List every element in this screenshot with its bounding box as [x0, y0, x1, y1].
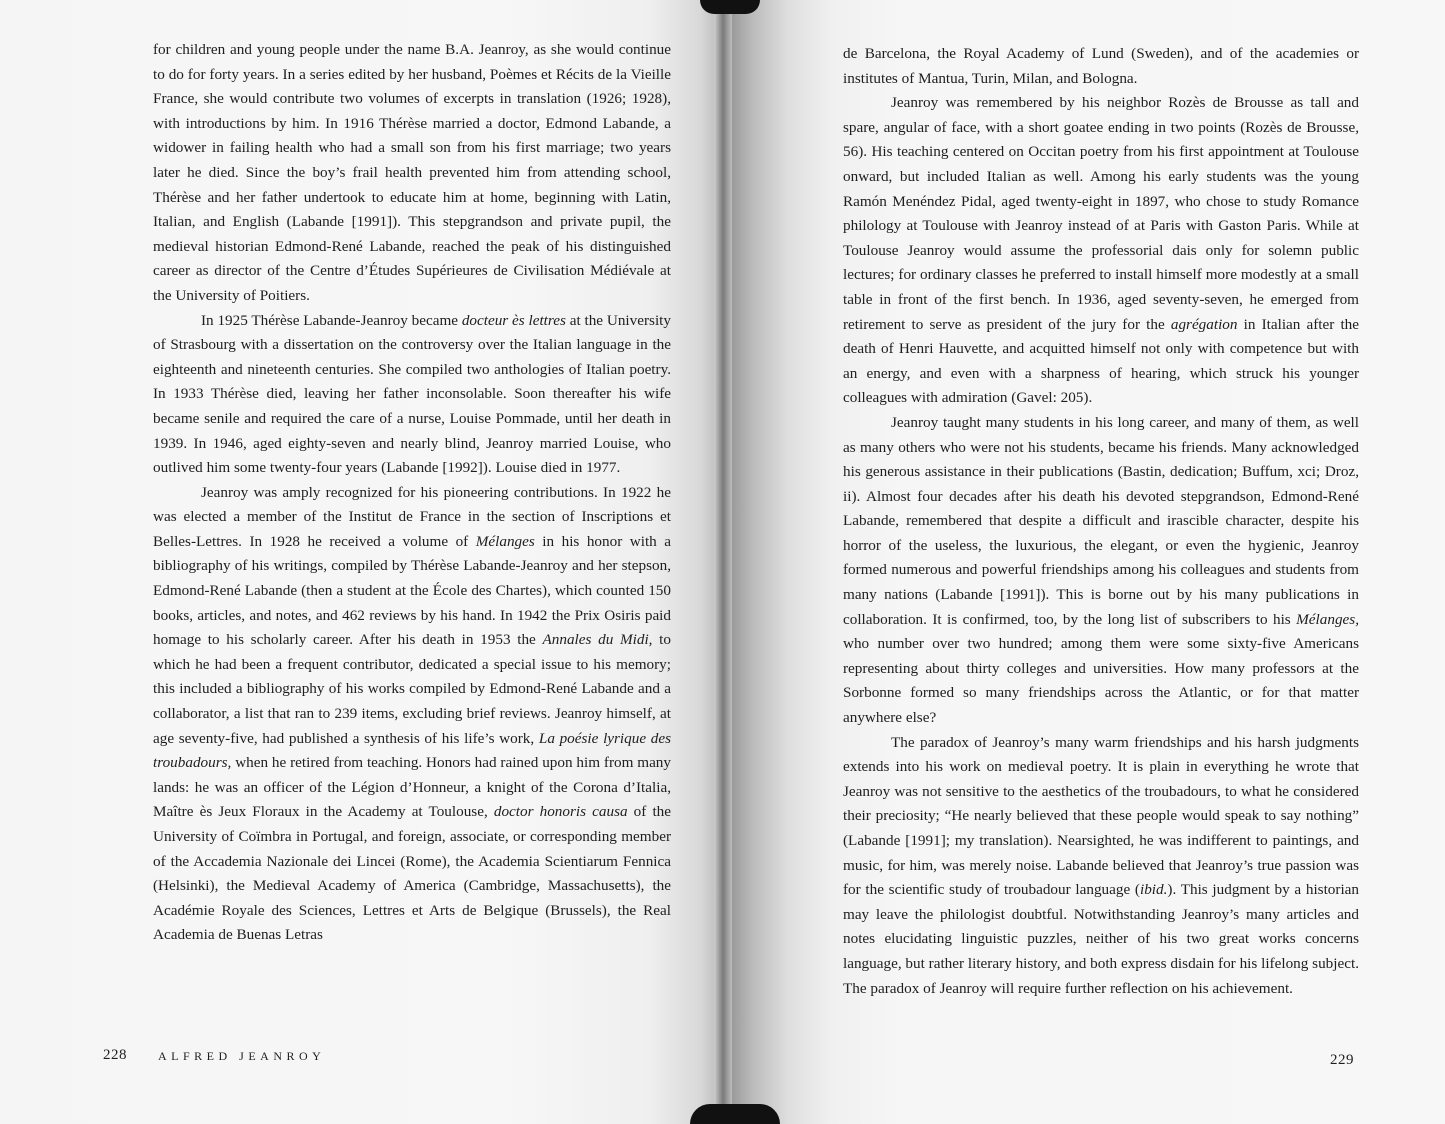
text-run: Jeanroy was remembered by his neighbor Rozès de Brousse as tall and spare, angular of face, with a short goatee ending in two points (Rozès de Brousse, 56). His teaching centered on Occitan poetry from his first appointment at Toulouse onward, but included Italian as well. Among his early students was the young Ramón Menéndez Pidal, aged twenty-eight in 1897, who chose to study Romance philology at Toulouse with Jeanroy instead of at Paris with Gaston Paris. While at Toulouse Jeanroy would assume the professorial dais only for solemn public lectures; for ordinary classes he preferred to install himself more modestly at a small table in front of the first bench. In 1936, aged seventy-seven, he emerged from retirement to serve as president of the jury for the [843, 94, 1359, 333]
italic-text-run: agrégation [1170, 315, 1238, 333]
paragraph [843, 42, 1359, 91]
text-run: The paradox of Jeanroy’s many warm friendships and his harsh judgments extends into his work on medieval poetry. It is plain in everything he wrote that Jeanroy was not sensitive to the aesthetics of the troubadours, to what he considered their preciosity; “He nearly believed that these people would speak to say nothing” (Labande [1991]; my translation). Nearsighted, he was indifferent to paintings, and music, for him, was merely noise. Labande believed that Jeanroy’s true passion was for the scientific study of troubadour language ( [843, 733, 1359, 899]
text-run: In 1925 Thérèse Labande-Jeanroy became [201, 311, 462, 329]
running-head: ALFRED JEANROY [158, 1049, 326, 1063]
italic-text-run: Annales du Midi, [542, 631, 653, 649]
italic-text-run: La poésie lyrique des troubadours, [153, 729, 672, 772]
paragraph [843, 731, 1359, 1002]
paragraph [153, 309, 671, 481]
text-run: when he retired from teaching. Honors had rained upon him from many lands: he was an officer of the Légion d’Honneur, a knight of the Corona d’Italia, Maître ès Jeux Floraux in the Academy at Toulouse, [153, 754, 671, 821]
binding-shadow-bottom [690, 1104, 780, 1124]
italic-text-run: Mélanges, [1296, 610, 1359, 628]
text-run: in his honor with a bibliography of his writings, compiled by Thérèse Labande-Jeanroy and her stepson, Edmond-René Labande (then a student at the École des Chartes), which counted 150 books, articles, and notes, and 462 reviews by his hand. In 1942 the Prix Osiris paid homage to his scholarly career. After his death in 1953 the [153, 532, 671, 649]
paragraph [843, 411, 1359, 731]
paragraph [843, 91, 1359, 411]
text-run: who number over two hundred; among them were some sixty-five Americans representing about thirty colleges and universities. How many professors at the Sorbonne formed so many friendships across the Atlantic, or for that matter anywhere else? [843, 635, 1359, 727]
paragraph [153, 481, 671, 948]
left-page-number: 228 [103, 1047, 127, 1063]
text-run: de Barcelona, the Royal Academy of Lund (Sweden), and of the academies or institutes of Mantua, Turin, Milan, and Bologna. [843, 45, 1359, 87]
left-page-body [153, 38, 671, 948]
left-page [0, 0, 722, 1124]
italic-text-run: Mélanges [475, 532, 535, 550]
right-page-body [843, 42, 1359, 1001]
text-run: Jeanroy was amply recognized for his pioneering contributions. In 1922 he was elected a member of the Institut de France in the section of Inscriptions et Belles-Lettres. In 1928 he received a volume of [153, 483, 671, 550]
italic-text-run: doctor honoris causa [493, 803, 628, 821]
text-run: at the University of Strasbourg with a dissertation on the controversy over the Italian language in the eighteenth and nineteenth centuries. She compiled two anthologies of Italian poetry. In 1933 Thérèse died, leaving her father inconsolable. Soon thereafter his wife became senile and required the care of a nurse, Louise Pommade, until her death in 1939. In 1946, aged eighty-seven and nearly blind, Jeanroy married Louise, who outlived him some twenty-four years (Labande [1992]). Louise died in 1977. [153, 311, 671, 477]
binding-shadow-top [700, 0, 760, 14]
italic-text-run: docteur ès lettres [461, 311, 566, 329]
text-run: to which he had been a frequent contributor, dedicated a special issue to his memory; this included a bibliography of his works compiled by Edmond-René Labande and a collaborator, a list that ran to 239 items, excluding brief reviews. Jeanroy himself, at age seventy-five, had published a synthesis of his life’s work, [153, 631, 671, 747]
right-page [722, 0, 1445, 1124]
text-run: ). This judgment by a historian may leave the philologist doubtful. Notwithstanding Jeanroy’s many articles and notes elucidating linguistic puzzles, neither of his two great works concerns language, but rather literary history, and both express disdain for his lifelong subject. The paradox of Jeanroy will require further reflection on his achievement. [843, 881, 1359, 997]
italic-text-run: ibid. [1139, 881, 1168, 899]
text-run: of the University of Coïmbra in Portugal, and foreign, associate, or corresponding member of the Accademia Nazionale dei Lincei (Rome), the Academia Scientiarum Fennica (Helsinki), the Medieval Academy of America (Cambridge, Massachusetts), the Académie Royale des Sciences, Lettres et Arts de Belgique (Brussels), the Real Academia de Buenas Letras [153, 803, 671, 944]
text-run: Jeanroy taught many students in his long career, and many of them, as well as many others who were not his students, became his friends. Many acknowledged his generous assistance in their publications (Bastin, dedication; Buffum, xci; Droz, ii). Almost four decades after his death his devoted stepgrandson, Edmond-René Labande, remembered that despite a difficult and irascible character, despite his horror of the useless, the luxurious, the elegant, or even the hygienic, Jeanroy formed numerous and powerful friendships among his colleagues and students from many nations (Labande [1991]). This is borne out by his many publications in collaboration. It is confirmed, too, by the long list of subscribers to his [843, 413, 1359, 628]
paragraph [153, 38, 671, 309]
text-run: in Italian after the death of Henri Hauvette, and acquitted himself not only with competence but with an energy, and even with a sharpness of hearing, which struck his younger colleagues with admiration (Gavel: 205). [843, 315, 1360, 407]
book-spine [714, 0, 732, 1124]
text-run: for children and young people under the name B.A. Jeanroy, as she would continue to do for forty years. In a series edited by her husband, Poèmes et Récits de la Vieille France, she would contribute two volumes of excerpts in translation (1926; 1928), with introductions by him. In 1916 Thérèse married a doctor, Edmond Labande, a widower in failing health who had a small son from his first marriage; two years later he died. Since the boy’s frail health prevented him from attending school, Thérèse and her father undertook to educate him at home, beginning with Latin, Italian, and English (Labande [1991]). This stepgrandson and private pupil, the medieval historian Edmond-René Labande, reached the peak of his distinguished career as director of the Centre d’Études Supérieures de Civilisation Médiévale at the University of Poitiers. [153, 41, 671, 304]
right-page-number: 229 [1330, 1052, 1354, 1068]
